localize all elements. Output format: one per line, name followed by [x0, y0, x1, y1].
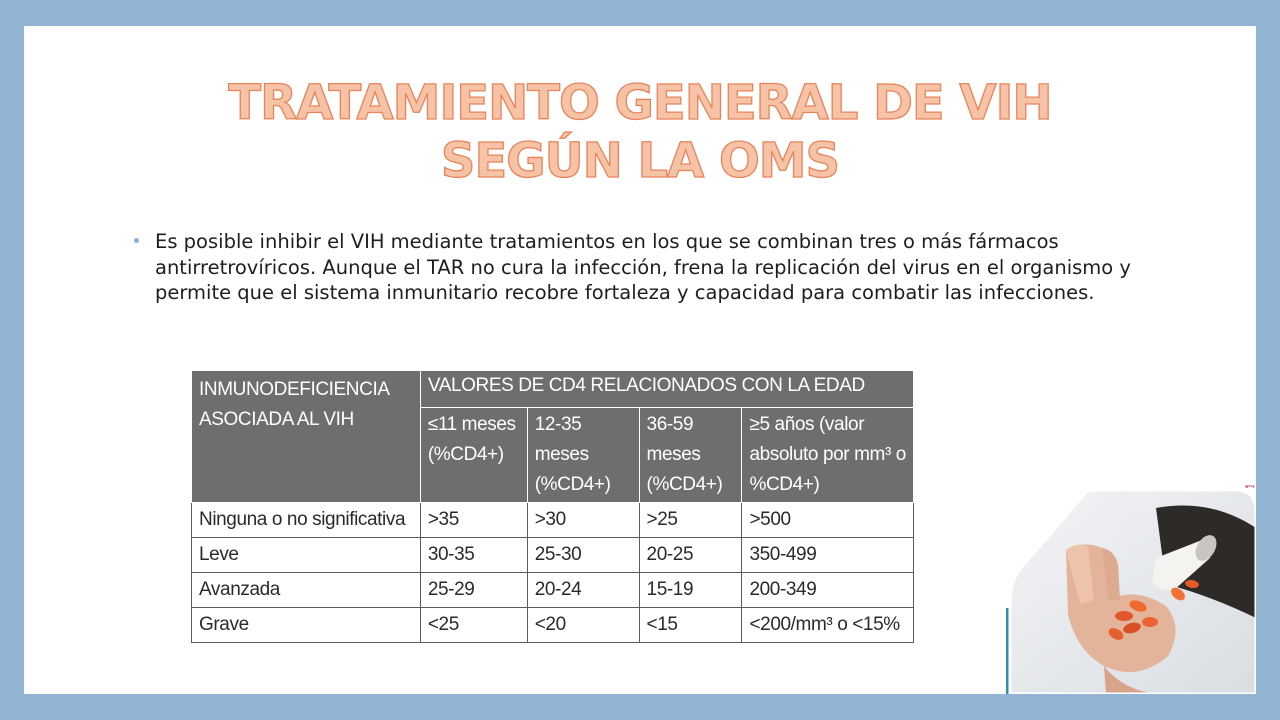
row-label: Grave: [192, 608, 421, 643]
table-row: [192, 608, 914, 643]
title-line-2: SEGÚN LA OMS: [440, 133, 840, 189]
cell: 200-349: [742, 573, 914, 608]
cell: >500: [742, 503, 914, 538]
cell: 20-25: [639, 538, 742, 573]
title-line-1: TRATAMIENTO GENERAL DE VIH: [228, 75, 1052, 131]
cell: >35: [420, 503, 527, 538]
cell: 30-35: [420, 538, 527, 573]
header-age-3: ≥5 años (valor absoluto por mm³ o %CD4+): [742, 408, 914, 503]
header-age-1: 12-35 meses (%CD4+): [527, 408, 639, 503]
row-label: Avanzada: [192, 573, 421, 608]
pills-photo: [1006, 488, 1256, 694]
bullet-list: [134, 229, 1164, 306]
header-inmunodeficiencia: INMUNODEFICIENCIA ASOCIADA AL VIH: [192, 371, 421, 503]
table-header-row: [192, 371, 914, 408]
cell: 15-19: [639, 573, 742, 608]
slide-title: [24, 74, 1256, 190]
row-label: Leve: [192, 538, 421, 573]
bullet-dot-icon: [134, 238, 139, 243]
cell: <15: [639, 608, 742, 643]
cell: <25: [420, 608, 527, 643]
cd4-table-container: [191, 370, 914, 646]
cd4-table: [191, 370, 914, 643]
cell: <200/mm³ o <15%: [742, 608, 914, 643]
cell: >30: [527, 503, 639, 538]
table-row: [192, 573, 914, 608]
header-age-0: ≤11 meses (%CD4+): [420, 408, 527, 503]
cell: >25: [639, 503, 742, 538]
cell: 20-24: [527, 573, 639, 608]
table-row: [192, 538, 914, 573]
cell: 25-29: [420, 573, 527, 608]
table-row: [192, 503, 914, 538]
header-age-2: 36-59 meses (%CD4+): [639, 408, 742, 503]
bullet-text: Es posible inhibir el VIH mediante tratamientos en los que se combinan tres o más fármacos antirretrovíricos. Aunque el TAR no cura la infección, frena la replicación del virus en el organismo y permite que el sistema inmunitario recobre fortaleza y capacidad para combatir las infecciones.: [155, 230, 1131, 304]
row-label: Ninguna o no significativa: [192, 503, 421, 538]
slide: [24, 26, 1256, 694]
cell: 350-499: [742, 538, 914, 573]
pills-in-hand-icon: [1006, 488, 1256, 694]
cell: 25-30: [527, 538, 639, 573]
header-valores-cd4: VALORES DE CD4 RELACIONADOS CON LA EDAD: [420, 371, 913, 408]
cell: <20: [527, 608, 639, 643]
